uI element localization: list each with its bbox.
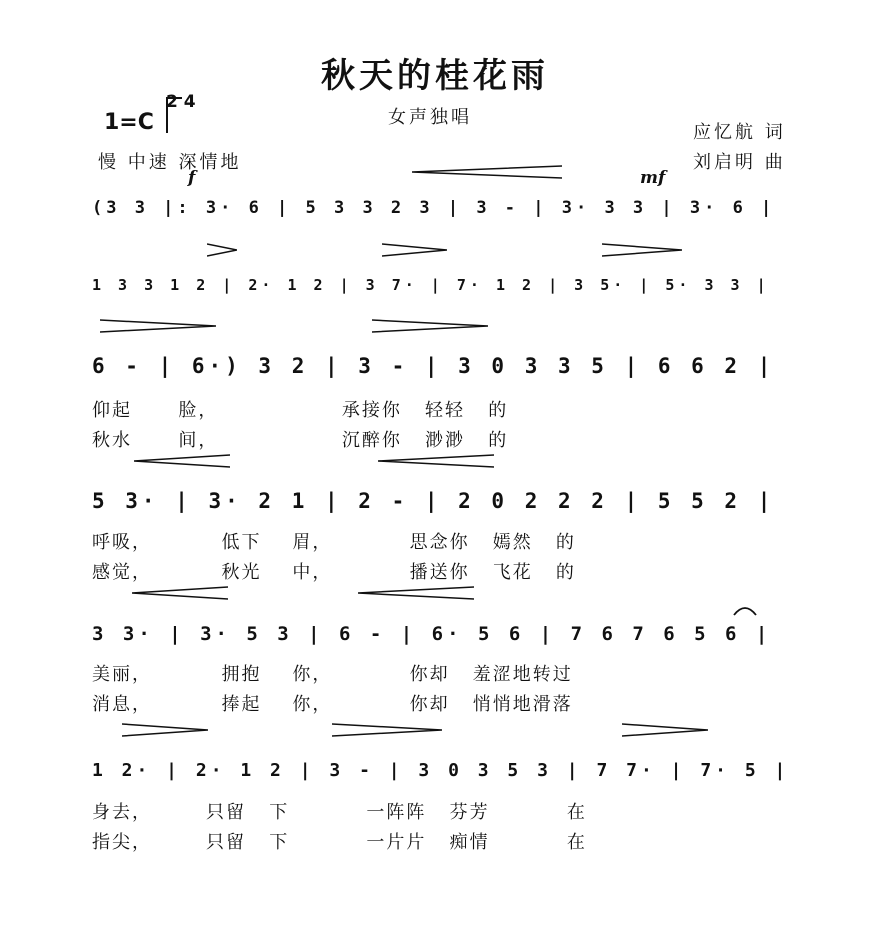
lyric-line-1: 美丽， 拥抱 你， 你却 羞涩地转过 (92, 664, 573, 685)
decrescendo-hairpin (207, 242, 237, 258)
lyric-line-2: 秋水 间， 沉醉你 渺渺 的 (92, 430, 509, 451)
decrescendo-hairpin (372, 318, 488, 334)
jianpu-notes: 5 3· | 3· 2 1 | 2 - | 2 0 2 2 2 | 5 5 2 | (92, 489, 775, 513)
decrescendo-hairpin (382, 242, 447, 258)
crescendo-hairpin (378, 453, 494, 469)
song-title: 秋天的桂花雨 (321, 56, 549, 96)
lyricist-credit: 应忆航 词 (693, 122, 786, 143)
slur-arc (732, 603, 758, 617)
score-row-6 (92, 752, 802, 796)
crescendo-hairpin (358, 585, 474, 601)
crescendo-hairpin (412, 164, 562, 180)
jianpu-notes: 1 3 3 1 2 | 2· 1 2 | 3 7· | 7· 1 2 | 3 5· | 5· 3 3 | (92, 276, 770, 294)
time-signature-bottom: 4 (183, 92, 196, 112)
score-row-4 (92, 481, 802, 525)
lyric-line-1: 呼吸， 低下 眉， 思念你 嫣然 的 (92, 532, 576, 553)
decrescendo-hairpin (100, 318, 216, 334)
score-row-1 (92, 168, 802, 234)
key-signature: 1=C (104, 110, 154, 135)
score-row-2 (92, 268, 802, 312)
score-row-3 (92, 346, 802, 390)
composer-credit: 刘启明 曲 (693, 152, 786, 173)
crescendo-hairpin (132, 585, 228, 601)
song-subtitle: 女声独唱 (388, 107, 472, 128)
crescendo-hairpin (134, 453, 230, 469)
jianpu-notes: 1 2· | 2· 1 2 | 3 - | 3 0 3 5 3 | 7 7· | 7· 5 | (92, 760, 790, 781)
jianpu-notes: 3 3· | 3· 5 3 | 6 - | 6· 5 6 | 7 6 7 6 5 6 | (92, 623, 772, 645)
time-signature (166, 93, 196, 112)
tempo-marking: 慢 中速 深情地 (98, 152, 242, 173)
time-signature-top: 2 (166, 92, 178, 112)
lyric-line-2: 指尖， 只留 下 一片片 痴情 在 (92, 832, 587, 853)
decrescendo-hairpin (332, 722, 442, 738)
score-row-5 (92, 615, 802, 659)
dynamic-mezzo-forte: mf (640, 168, 666, 188)
decrescendo-hairpin (622, 722, 708, 738)
lyric-line-2: 感觉， 秋光 中， 播送你 飞花 的 (92, 562, 576, 583)
dynamic-forte: f (188, 168, 196, 188)
decrescendo-hairpin (122, 722, 208, 738)
decrescendo-hairpin (602, 242, 682, 258)
lyric-line-2: 消息， 捧起 你， 你却 悄悄地滑落 (92, 694, 573, 715)
lyric-line-1: 仰起 脸， 承接你 轻轻 的 (92, 400, 509, 421)
jianpu-notes: 6 - | 6·) 3 2 | 3 - | 3 0 3 3 5 | 6 6 2 | (92, 354, 775, 378)
jianpu-notes: (3 3 |: 3· 6 | 5 3 3 2 3 | 3 - | 3· 3 3 | 3· 6 | (92, 198, 776, 218)
lyric-line-1: 身去， 只留 下 一阵阵 芬芳 在 (92, 802, 587, 823)
